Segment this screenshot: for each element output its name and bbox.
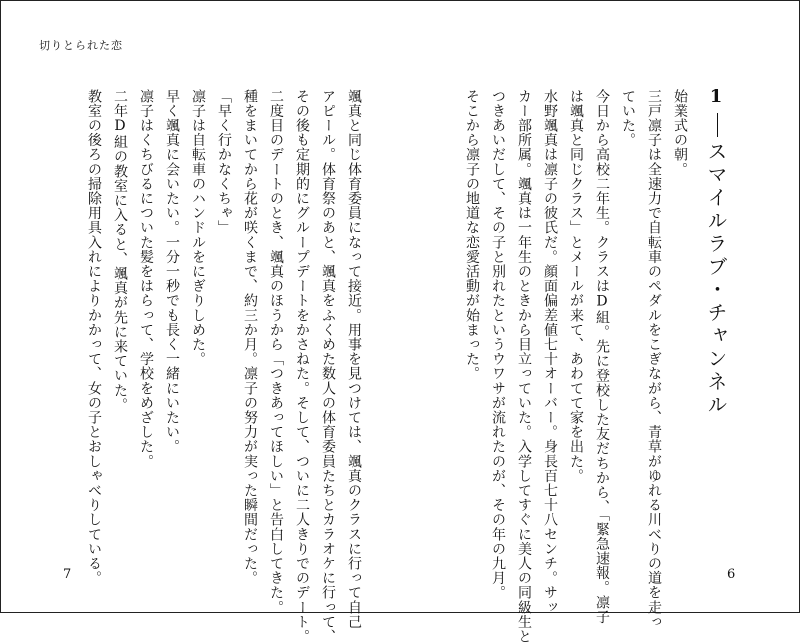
body-line: 三戸凛子は全速力で自転車のペダルをこぎながら、青草がゆれる川べりの道を走っ xyxy=(646,89,662,630)
body-line: 早く颯真に会いたい。一分一秒でも長く一緒にいたい。 xyxy=(164,89,180,454)
chapter-rule xyxy=(717,113,718,137)
page-number-right: 6 xyxy=(727,567,736,582)
running-head: 切りとられた恋 xyxy=(39,39,123,52)
body-line: その後も定期的にグループデートをかさねた。そして、ついに二人きりでのデート。 xyxy=(294,89,310,644)
body-line: 凛子はくちびるについた髪をはらって、学校をめざした。 xyxy=(138,89,154,469)
body-line: 水野颯真は凛子の彼氏だ。顔面偏差値七十オーバー。身長百七十八センチ。サッ xyxy=(542,89,558,615)
body-line: 始業式の朝。 xyxy=(672,89,688,177)
right-page-body xyxy=(459,89,693,644)
body-line: 二年D組の教室に入ると、颯真が先に来ていた。 xyxy=(112,89,128,413)
body-line: カー部所属。颯真は一年生のときから目立っていた。入学してすぐに美人の同級生と xyxy=(516,89,532,644)
body-line: 「早く行かなくちゃ」 xyxy=(216,89,232,235)
body-line: 颯真と同じ体育委員になって接近。用事を見つけては、颯真のクラスに行って自己 xyxy=(346,89,362,630)
body-line: アピール。体育祭のあと、颯真をふくめた数人の体育委員たちとカラオケに行って、 xyxy=(320,89,336,644)
chapter-title: スマイルラブ・チャンネル xyxy=(704,141,728,417)
body-line: 教室の後ろの掃除用具入れによりかかって、女の子とおしゃべりしている。 xyxy=(86,89,102,586)
body-line: 今日から高校二年生。クラスはD組。先に登校した友だちから、「緊急速報。凛子 xyxy=(594,89,610,625)
body-line: 種をまいてから花が咲くまで、約三か月。凛子の努力が実った瞬間だった。 xyxy=(242,89,258,586)
body-line: つきあいだして、その子と別れたというウワサが流れたのが、その年の九月。 xyxy=(490,89,506,600)
body-line: 二度目のデートのとき、颯真のほうから「つきあってほしい」と告白してきた。 xyxy=(268,89,284,615)
body-line: 凛子は自転車のハンドルをにぎりしめた。 xyxy=(190,89,206,367)
chapter-number: 1 xyxy=(709,85,723,107)
page-number-left: 7 xyxy=(63,567,72,582)
body-line: は颯真と同じクラス」とメールが来て、あわてて家を出た。 xyxy=(568,89,584,484)
body-line: ていた。 xyxy=(620,89,636,148)
left-page-body xyxy=(81,89,367,644)
body-line: そこから凛子の地道な恋愛活動が始まった。 xyxy=(464,89,480,381)
